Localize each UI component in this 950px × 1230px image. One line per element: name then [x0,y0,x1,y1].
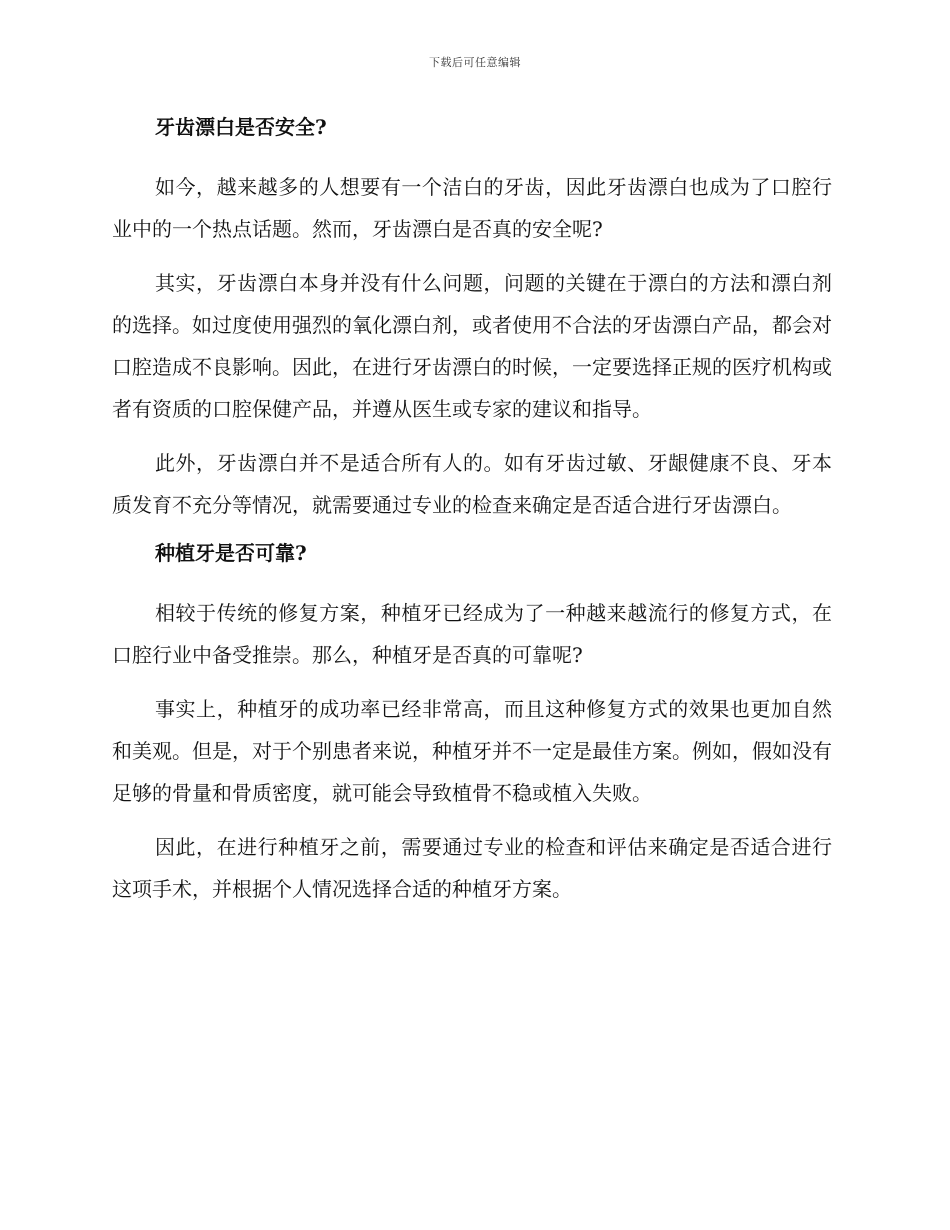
document-body [112,112,832,922]
paragraph: 事实上，种植牙的成功率已经非常高，而且这种修复方式的效果也更加自然和美观。但是，对于个别患者来说，种植牙并不一定是最佳方案。例如，假如没有足够的骨量和骨质密度，就可能会导致植骨不稳或植入失败。 [112,697,832,805]
section-heading: 牙齿漂白是否安全? [155,115,327,139]
paragraph: 相较于传统的修复方案，种植牙已经成为了一种越来越流行的修复方式，在口腔行业中备受推崇。那么，种植牙是否真的可靠呢? [112,601,832,667]
section-teeth-whitening [112,112,832,526]
page-header: 下载后可任意编辑 [429,56,521,69]
paragraph: 因此，在进行种植牙之前，需要通过专业的检查和评估来确定是否适合进行这项手术，并根据个人情况选择合适的种植牙方案。 [112,835,832,901]
paragraph: 此外，牙齿漂白并不是适合所有人的。如有牙齿过敏、牙龈健康不良、牙本质发育不充分等情况，就需要通过专业的检查来确定是否适合进行牙齿漂白。 [112,451,832,517]
section-heading: 种植牙是否可靠? [155,541,307,565]
paragraph: 如今，越来越多的人想要有一个洁白的牙齿，因此牙齿漂白也成为了口腔行业中的一个热点话题。然而，牙齿漂白是否真的安全呢? [112,175,832,241]
paragraph: 其实，牙齿漂白本身并没有什么问题，问题的关键在于漂白的方法和漂白剂的选择。如过度使用强烈的氧化漂白剂，或者使用不合法的牙齿漂白产品，都会对口腔造成不良影响。因此，在进行牙齿漂白的时候，一定要选择正规的医疗机构或者有资质的口腔保健产品，并遵从医生或专家的建议和指导。 [112,271,832,421]
section-dental-implants [112,538,832,910]
